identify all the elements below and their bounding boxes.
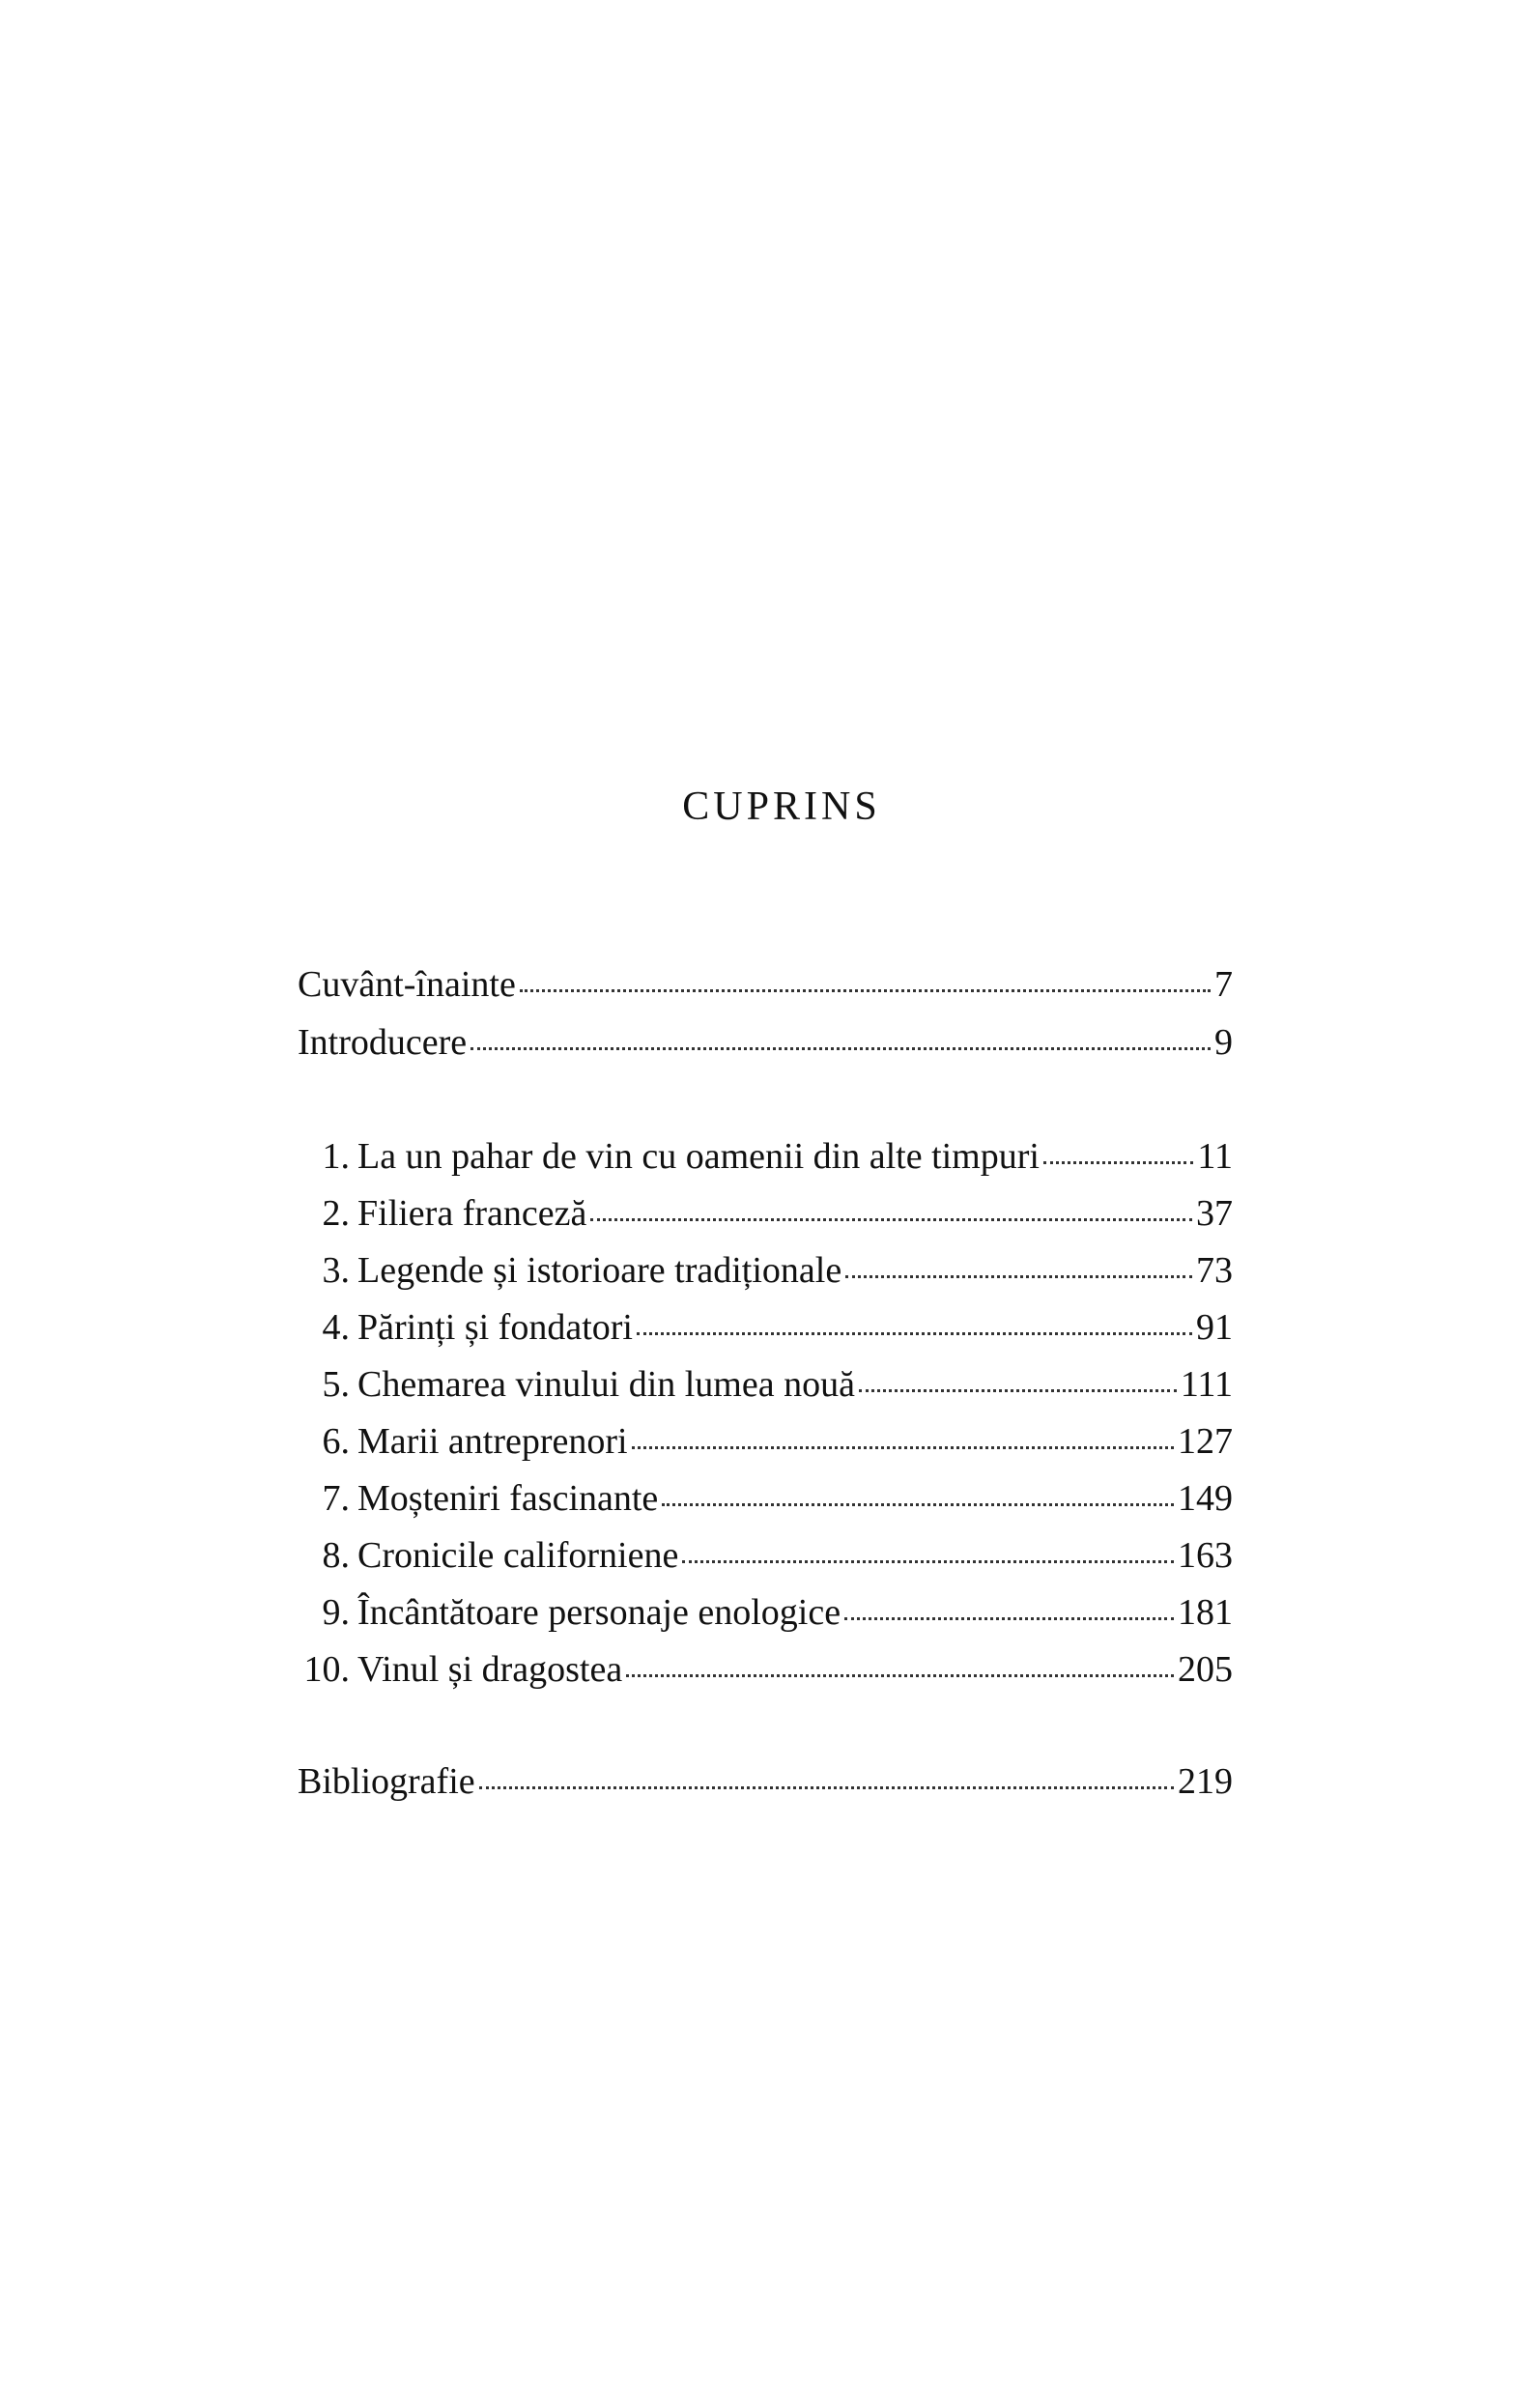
toc-entry-page: 219	[1178, 1761, 1233, 1802]
toc-entry-label: Marii antreprenori	[357, 1421, 628, 1462]
toc-entry-bibliografie	[298, 1754, 1233, 1802]
toc-entry-label: Încântătoare personaje enologice	[357, 1592, 841, 1633]
toc-entry-label: Moșteniri fascinante	[357, 1478, 659, 1519]
toc-entry-label: Legende și istorioare tradiționale	[357, 1250, 842, 1291]
dot-leader	[1043, 1125, 1193, 1164]
dot-leader	[590, 1182, 1192, 1221]
toc-chapter-number: 7.	[322, 1478, 350, 1519]
toc-chapter-number: 2.	[322, 1193, 350, 1234]
toc-chapter-entry	[298, 1242, 1233, 1291]
toc-entry-cuvant-inainte	[298, 956, 1233, 1005]
dot-leader	[844, 1581, 1174, 1620]
toc-entry-page: 73	[1196, 1250, 1233, 1291]
toc-entry-label: Introducere	[298, 1022, 468, 1063]
toc-entry-page: 111	[1180, 1364, 1233, 1405]
toc-chapter-number: 1.	[322, 1136, 350, 1177]
dot-leader	[845, 1239, 1192, 1278]
page-title: CUPRINS	[682, 784, 881, 829]
toc-entry-label: Părinți și fondatori	[357, 1307, 633, 1348]
toc-entry-label: Cuvânt-înainte	[298, 964, 516, 1005]
toc-chapter-entry	[298, 1356, 1233, 1405]
toc-chapter-number: 9.	[322, 1592, 350, 1633]
toc-chapter-number: 8.	[322, 1535, 350, 1576]
dot-leader	[520, 953, 1211, 992]
toc-entry-page: 205	[1178, 1649, 1233, 1690]
toc-chapter-entry	[298, 1185, 1233, 1234]
toc-entry-introducere	[298, 1014, 1233, 1063]
toc-chapter-entry	[298, 1641, 1233, 1690]
toc-chapter-entry	[298, 1584, 1233, 1633]
dot-leader	[632, 1410, 1174, 1449]
dot-leader	[637, 1296, 1192, 1335]
toc-chapter-entry	[298, 1470, 1233, 1519]
toc-entry-page: 127	[1178, 1421, 1233, 1462]
toc-entry-page: 181	[1178, 1592, 1233, 1633]
toc-entry-page: 11	[1197, 1136, 1233, 1177]
toc-chapter-number: 10.	[303, 1649, 350, 1690]
toc-entry-page: 9	[1214, 1022, 1233, 1063]
toc-entry-label: Cronicile californiene	[357, 1535, 679, 1576]
toc-entry-label: Bibliografie	[298, 1761, 475, 1802]
dot-leader	[626, 1638, 1174, 1677]
toc-chapter-entry	[298, 1128, 1233, 1177]
toc-entry-label: Filiera franceză	[357, 1193, 587, 1234]
toc-entry-label: La un pahar de vin cu oamenii din alte timpuri	[357, 1136, 1040, 1177]
toc-entry-page: 37	[1196, 1193, 1233, 1234]
toc-chapter-number: 6.	[322, 1421, 350, 1462]
toc-entry-label: Chemarea vinului din lumea nouă	[357, 1364, 855, 1405]
toc-chapter-number: 3.	[322, 1250, 350, 1291]
toc-chapter-entry	[298, 1527, 1233, 1576]
toc-entry-page: 91	[1196, 1307, 1233, 1348]
dot-leader	[662, 1467, 1174, 1506]
dot-leader	[682, 1524, 1174, 1563]
toc-chapter-number: 5.	[322, 1364, 350, 1405]
dot-leader	[479, 1750, 1174, 1789]
dot-leader	[471, 1011, 1211, 1050]
toc-entry-page: 163	[1178, 1535, 1233, 1576]
toc-chapter-entry	[298, 1413, 1233, 1462]
toc-entry-page: 149	[1178, 1478, 1233, 1519]
dot-leader	[859, 1353, 1177, 1392]
toc-chapter-entry	[298, 1299, 1233, 1348]
toc-chapter-number: 4.	[322, 1307, 350, 1348]
toc-entry-label: Vinul și dragostea	[357, 1649, 623, 1690]
toc-entry-page: 7	[1214, 964, 1233, 1005]
